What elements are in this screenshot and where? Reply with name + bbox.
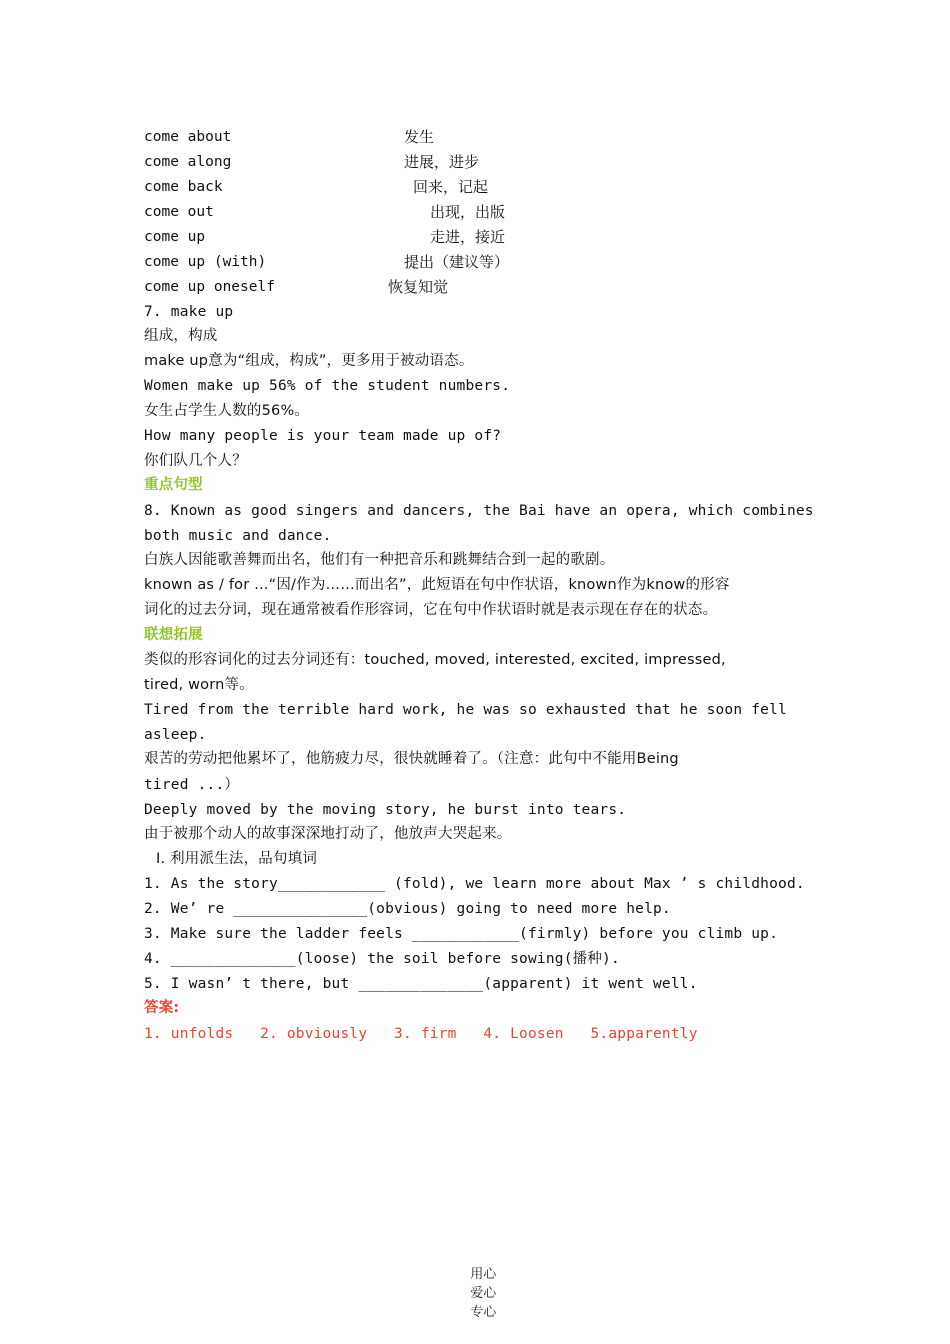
exercise-item: 1. As the story____________ (fold), we learn more about Max ’ s childhood.: [144, 876, 805, 892]
phrase-zh: 提出（建议等）: [404, 253, 510, 271]
example-zh: 艰苦的劳动把他累坏了，他筋疲力尽，很快就睡着了。（注意：此句中不能用Being: [144, 751, 679, 767]
phrase-zh: 回来，记起: [413, 178, 489, 196]
example-en: asleep.: [144, 727, 207, 743]
sentence-text: both music and dance.: [144, 528, 332, 544]
phrase-en: come up (with): [144, 254, 267, 270]
example-zh: 你们队几个人？: [144, 453, 247, 469]
phrase-zh: 进展，进步: [404, 153, 480, 171]
phrase-zh: 出现，出版: [430, 203, 506, 221]
page-footer: [0, 1248, 950, 1335]
example-en: Tired from the terrible hard work, he was so exhausted that he soon fell: [144, 702, 787, 718]
key-sentence-label: 重点句型: [144, 477, 203, 493]
example-zh: 女生占学生人数的56%。: [144, 403, 310, 419]
answer-list: 1. unfolds 2. obviously 3. firm 4. Loosen 5.apparently: [144, 1026, 698, 1042]
example-en: Deeply moved by the moving story, he burst into tears.: [144, 802, 627, 818]
example-zh: 由于被那个动人的故事深深地打动了，他放声大哭起来。: [144, 826, 512, 842]
phrase-en: come about: [144, 129, 232, 145]
meaning-text: 组成，构成: [144, 328, 218, 344]
explanation-text: 词化的过去分词，现在通常被看作形容词，它在句中作状语时就是表示现在存在的状态。: [144, 602, 718, 618]
phrase-zh: 恢复知觉: [388, 278, 449, 296]
sentence-translation: 白族人因能歌善舞而出名，他们有一种把音乐和跳舞结合到一起的歌剧。: [144, 552, 615, 568]
explanation-text: known as / for ...“因/作为……而出名”，此短语在句中作状语，known作为know的形容: [144, 577, 730, 593]
phrase-zh: 发生: [404, 128, 435, 146]
footer-text: 用心: [470, 1267, 497, 1282]
footer-text: 爱心: [470, 1286, 497, 1301]
extension-text: tired, worn等。: [144, 677, 254, 693]
section-heading: 7. make up: [144, 304, 234, 320]
phrase-en: come along: [144, 154, 232, 170]
sentence-text: 8. Known as good singers and dancers, the Bai have an opera, which combines: [144, 503, 814, 519]
example-en: How many people is your team made up of?: [144, 428, 502, 444]
exercise-item: 3. Make sure the ladder feels ____________(firmly) before you climb up.: [144, 926, 779, 942]
phrase-en: come out: [144, 204, 214, 220]
phrase-en: come up: [144, 229, 206, 245]
example-zh: tired ...）: [144, 777, 240, 793]
extension-label: 联想拓展: [144, 627, 203, 643]
extension-text: 类似的形容词化的过去分词还有：touched, moved, interested, excited, impressed,: [144, 652, 726, 668]
phrase-zh: 走进，接近: [430, 228, 506, 246]
answer-label: 答案:: [144, 1000, 180, 1016]
phrase-en: come back: [144, 179, 223, 195]
exercise-item: 2. We’ re _______________(obvious) going to need more help.: [144, 901, 671, 917]
exercise-item: 4. ______________(loose) the soil before sowing(播种).: [144, 951, 620, 967]
example-en: Women make up 56% of the student numbers.: [144, 378, 511, 394]
usage-note: make up意为“组成，构成”，更多用于被动语态。: [144, 353, 474, 369]
exercise-title: Ⅰ. 利用派生法，品句填词: [156, 851, 318, 867]
footer-text: 专心: [470, 1305, 497, 1320]
phrase-en: come up oneself: [144, 279, 275, 295]
exercise-item: 5. I wasn’ t there, but ______________(apparent) it went well.: [144, 976, 698, 992]
